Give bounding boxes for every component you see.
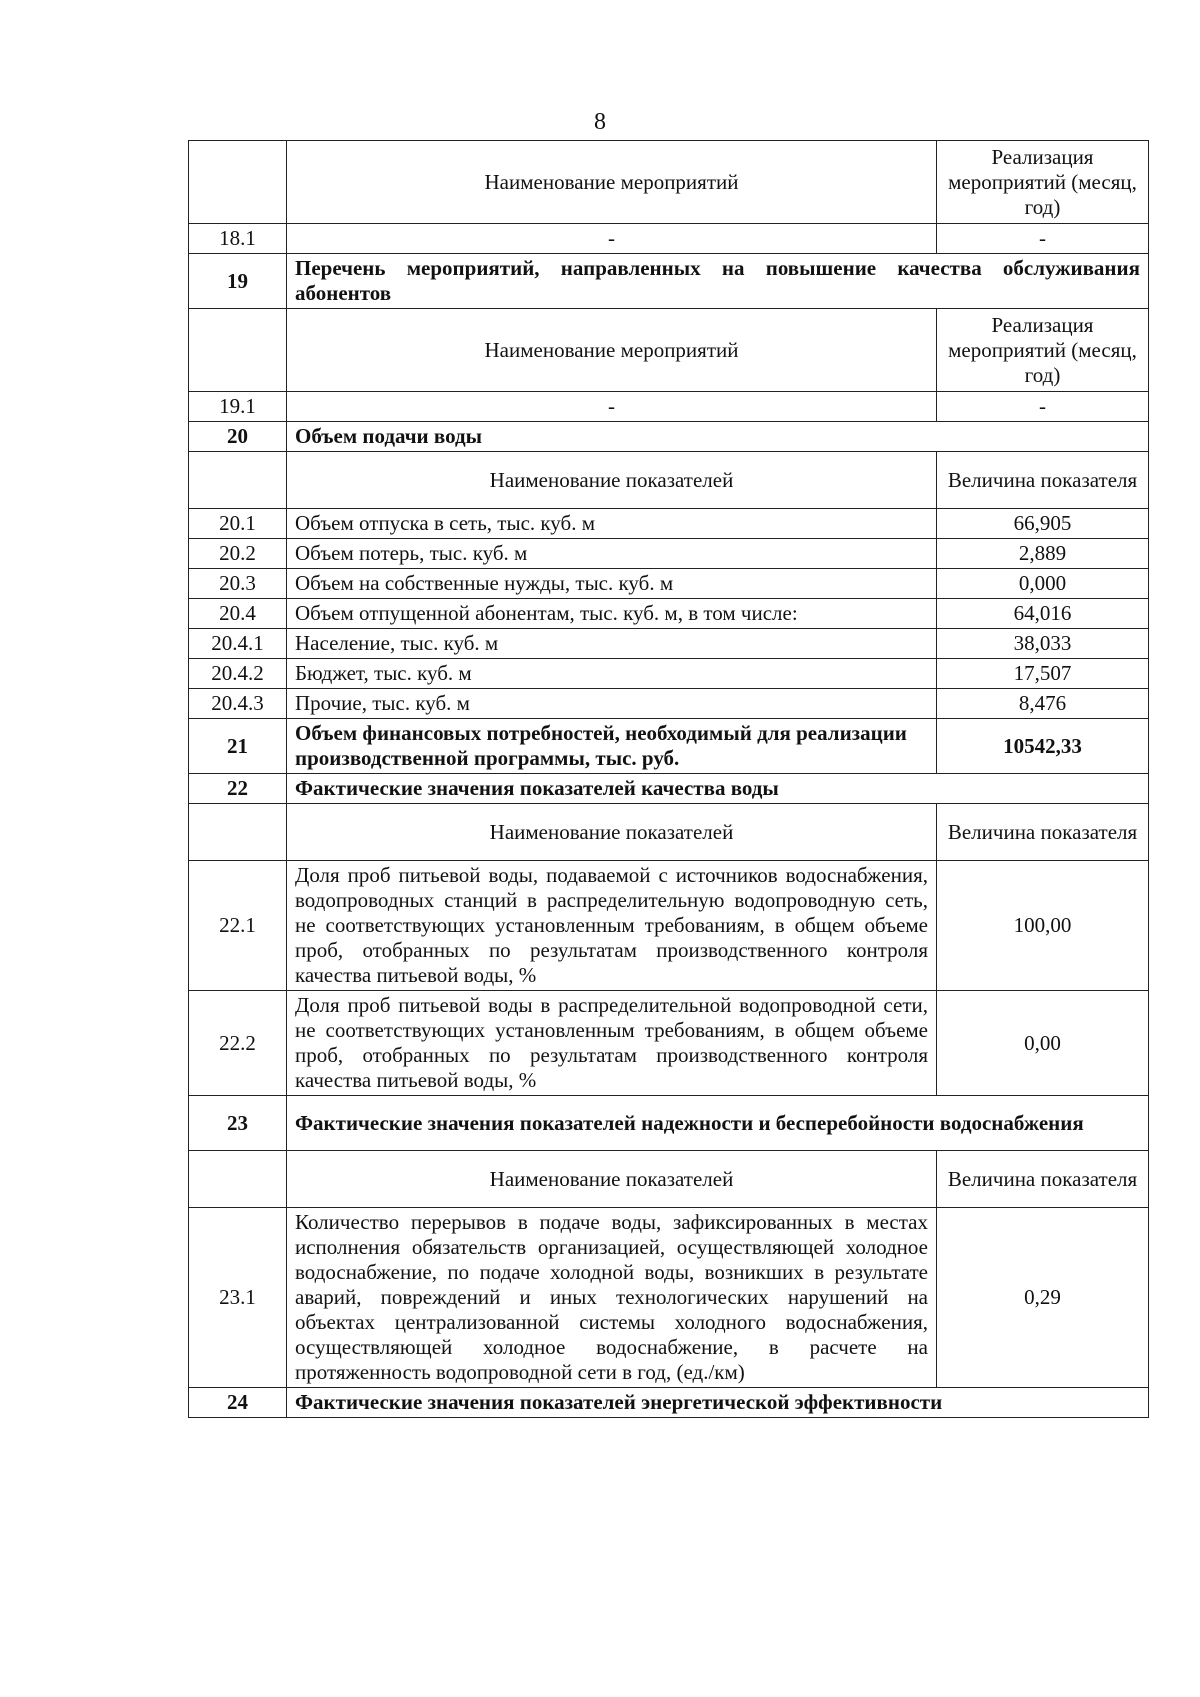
row-number: 20.1 bbox=[189, 509, 287, 539]
section-number: 19 bbox=[189, 254, 287, 309]
row-value: 17,507 bbox=[937, 659, 1149, 689]
row-number: 22.1 bbox=[189, 861, 287, 991]
header-value-cell: Реализация мероприятий (месяц, год) bbox=[937, 309, 1149, 392]
header-value-cell: Величина показателя bbox=[937, 1151, 1149, 1208]
row-name: Прочие, тыс. куб. м bbox=[287, 689, 937, 719]
section-row bbox=[189, 774, 1149, 804]
table-row bbox=[189, 599, 1149, 629]
section-row bbox=[189, 1388, 1149, 1418]
row-name: Объем на собственные нужды, тыс. куб. м bbox=[287, 569, 937, 599]
empty-cell bbox=[189, 141, 287, 224]
row-name: Количество перерывов в подаче воды, зафиксированных в местах исполнения обязательств организацией, осуществляющей холодное водоснабжение, по подаче холодной воды, возникших в результате аварий, повреждений и иных технологических нарушений на объектах централизованной системы холодного водоснабжения, осуществляющей холодное водоснабжение, в расчете на протяженность водопроводной сети в год, (ед./км) bbox=[287, 1208, 937, 1388]
header-name-cell: Наименование показателей bbox=[287, 1151, 937, 1208]
row-value: 100,00 bbox=[937, 861, 1149, 991]
page-number: 8 bbox=[594, 109, 606, 135]
row-number: 20.2 bbox=[189, 539, 287, 569]
row-number: 23.1 bbox=[189, 1208, 287, 1388]
row-value: - bbox=[937, 392, 1149, 422]
summary-label: Объем финансовых потребностей, необходимый для реализации производственной программы, тыс. руб. bbox=[287, 719, 937, 774]
row-name: - bbox=[287, 392, 937, 422]
table-row bbox=[189, 539, 1149, 569]
program-table bbox=[188, 140, 1149, 1418]
table-row bbox=[189, 569, 1149, 599]
header-name-cell: Наименование показателей bbox=[287, 804, 937, 861]
row-value: - bbox=[937, 224, 1149, 254]
section-row bbox=[189, 254, 1149, 309]
section-title: Перечень мероприятий, направленных на повышение качества обслуживания абонентов bbox=[287, 254, 1149, 309]
row-name: Объем потерь, тыс. куб. м bbox=[287, 539, 937, 569]
section-title: Фактические значения показателей энергетической эффективности bbox=[287, 1388, 1149, 1418]
table-row bbox=[189, 689, 1149, 719]
row-name: Доля проб питьевой воды в распределительной водопроводной сети, не соответствующих установленным требованиям, в общем объеме проб, отобранных по результатам производственного контроля качества питьевой воды, % bbox=[287, 991, 937, 1096]
table-row bbox=[189, 861, 1149, 991]
header-value-cell: Величина показателя bbox=[937, 452, 1149, 509]
table-row bbox=[189, 392, 1149, 422]
header-value-cell: Величина показателя bbox=[937, 804, 1149, 861]
summary-row bbox=[189, 719, 1149, 774]
row-number: 18.1 bbox=[189, 224, 287, 254]
summary-value: 10542,33 bbox=[937, 719, 1149, 774]
row-value: 0,00 bbox=[937, 991, 1149, 1096]
row-name: Доля проб питьевой воды, подаваемой с источников водоснабжения, водопроводных станций в распределительную водопроводную сеть, не соответствующих установленным требованиям, в общем объеме проб, отобранных по результатам производственного контроля качества питьевой воды, % bbox=[287, 861, 937, 991]
table-header-row bbox=[189, 1151, 1149, 1208]
section-row bbox=[189, 422, 1149, 452]
section-row bbox=[189, 1096, 1149, 1151]
row-value: 8,476 bbox=[937, 689, 1149, 719]
header-name-cell: Наименование мероприятий bbox=[287, 141, 937, 224]
row-value: 66,905 bbox=[937, 509, 1149, 539]
section-number: 22 bbox=[189, 774, 287, 804]
section-number: 20 bbox=[189, 422, 287, 452]
row-number: 20.3 bbox=[189, 569, 287, 599]
empty-cell bbox=[189, 309, 287, 392]
empty-cell bbox=[189, 452, 287, 509]
row-value: 38,033 bbox=[937, 629, 1149, 659]
empty-cell bbox=[189, 804, 287, 861]
header-name-cell: Наименование мероприятий bbox=[287, 309, 937, 392]
row-value: 64,016 bbox=[937, 599, 1149, 629]
section-number: 23 bbox=[189, 1096, 287, 1151]
empty-cell bbox=[189, 1151, 287, 1208]
table-row bbox=[189, 991, 1149, 1096]
table-header-row bbox=[189, 309, 1149, 392]
section-title: Фактические значения показателей качества воды bbox=[287, 774, 1149, 804]
table-row bbox=[189, 509, 1149, 539]
row-number: 20.4 bbox=[189, 599, 287, 629]
row-number: 20.4.2 bbox=[189, 659, 287, 689]
row-number: 22.2 bbox=[189, 991, 287, 1096]
row-number: 20.4.1 bbox=[189, 629, 287, 659]
row-name: Население, тыс. куб. м bbox=[287, 629, 937, 659]
row-number: 19.1 bbox=[189, 392, 287, 422]
row-name: - bbox=[287, 224, 937, 254]
header-value-cell: Реализация мероприятий (месяц, год) bbox=[937, 141, 1149, 224]
section-number: 24 bbox=[189, 1388, 287, 1418]
section-title: Фактические значения показателей надежности и бесперебойности водоснабжения bbox=[287, 1096, 1149, 1151]
row-value: 0,29 bbox=[937, 1208, 1149, 1388]
row-name: Объем отпущенной абонентам, тыс. куб. м, в том числе: bbox=[287, 599, 937, 629]
table-row bbox=[189, 659, 1149, 689]
row-value: 2,889 bbox=[937, 539, 1149, 569]
table-row bbox=[189, 224, 1149, 254]
row-name: Объем отпуска в сеть, тыс. куб. м bbox=[287, 509, 937, 539]
table-header-row bbox=[189, 141, 1149, 224]
table-row bbox=[189, 629, 1149, 659]
section-number: 21 bbox=[189, 719, 287, 774]
header-name-cell: Наименование показателей bbox=[287, 452, 937, 509]
row-name: Бюджет, тыс. куб. м bbox=[287, 659, 937, 689]
table-header-row bbox=[189, 452, 1149, 509]
section-title: Объем подачи воды bbox=[287, 422, 1149, 452]
row-value: 0,000 bbox=[937, 569, 1149, 599]
row-number: 20.4.3 bbox=[189, 689, 287, 719]
table-row bbox=[189, 1208, 1149, 1388]
table-header-row bbox=[189, 804, 1149, 861]
